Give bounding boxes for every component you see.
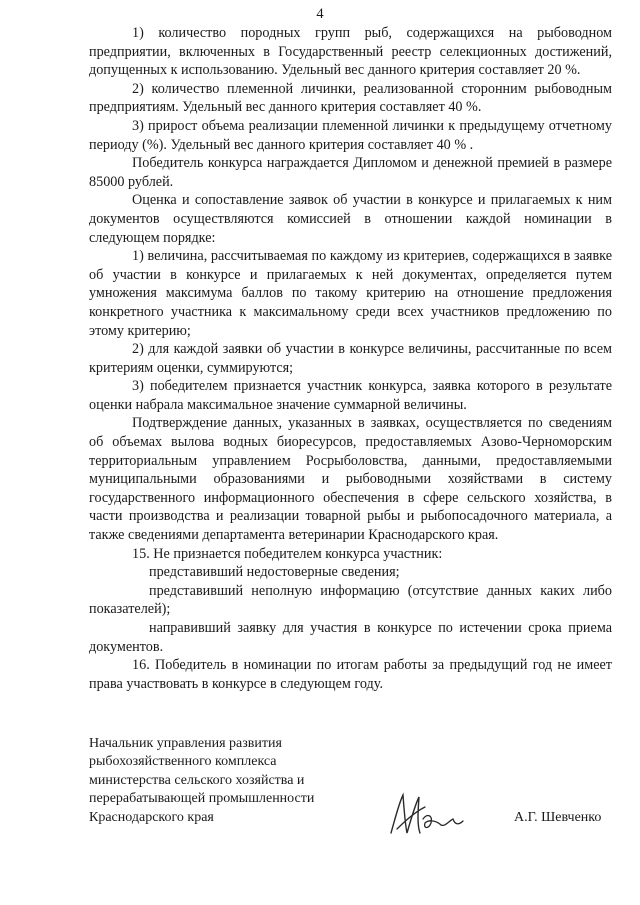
signatory-name: А.Г. Шевченко [514, 810, 602, 825]
signatory-position-line: Краснодарского края [89, 809, 214, 825]
handwritten-signature [387, 789, 465, 839]
prize-paragraph: Победитель конкурса награждается Дипломом и денежной премией в размере 85000 рублей. [89, 155, 612, 190]
clause-15-item-3: направивший заявку для участия в конкурсе по истечении срока приема документов. [89, 620, 612, 655]
signature-block [89, 735, 612, 827]
document-body [89, 24, 612, 693]
evaluation-step-1: 1) величина, рассчитываемая по каждому из критериев, содержащихся в заявке об участии в конкурсе и прилагаемых к ней документах, определяется путем умножения максимума баллов по такому критерию на отношение предложения конкретного участника к максимальному среди всех участников предложению по этому критерию; [89, 248, 612, 339]
page-number: 4 [316, 6, 324, 22]
clause-16-paragraph: 16. Победитель в номинации по итогам работы за предыдущий год не имеет права участвовать в конкурсе в следующем году. [89, 657, 612, 692]
clause-15-heading: 15. Не признается победителем конкурса участник: [132, 545, 443, 562]
clause-15-item-1: представивший недостоверные сведения; [149, 564, 400, 581]
evaluation-intro-paragraph: Оценка и сопоставление заявок об участии в конкурсе и прилагаемых к ним документов осуществляются комиссией в отношении каждой номинации в следующем порядке: [89, 192, 612, 246]
signatory-position-line: перерабатывающей промышленности [89, 791, 315, 807]
clause-15-item-2: представивший неполную информацию (отсутствие данных каких либо показателей); [89, 582, 612, 618]
signatory-position-line: рыбохозяйственного комплекса [89, 754, 277, 770]
signatory-position-line: министерства сельского хозяйства и [89, 772, 305, 788]
criterion-2-paragraph: 2) количество племенной личинки, реализованной сторонним рыбоводным предприятиям. Удельный вес данного критерия составляет 40 %. [89, 80, 612, 116]
evaluation-step-2: 2) для каждой заявки об участии в конкурсе величины, рассчитанные по всем критериям оценки, суммируются; [89, 341, 612, 376]
evaluation-step-3: 3) победителем признается участник конкурса, заявка которого в результате оценки набрала максимальное значение суммарной величины. [89, 378, 612, 413]
data-confirmation-paragraph: Подтверждение данных, указанных в заявках, осуществляется по сведениям об объемах вылова водных биоресурсов, предоставляемых Азово-Черноморским территориальным управлением Росрыболовства, данными, предоставляемыми муниципальными образованиями и рыбоводными хозяйствами в систему государственного информационного обеспечения в сфере сельского хозяйства, в части производства и реализации товарной рыбы и рыбопосадочного материала, а также сведениями департамента ветеринарии Краснодарского края. [89, 415, 612, 544]
criterion-3-paragraph: 3) прирост объема реализации племенной личинки к предыдущему отчетному периоду (%). Удельный вес данного критерия составляет 40 % . [89, 117, 612, 153]
signatory-position-line: Начальник управления развития [89, 736, 282, 751]
criterion-1-paragraph: 1) количество породных групп рыб, содержащихся на рыбоводном предприятии, включенных в Государственный реестр селекционных достижений, допущенных к использованию. Удельный вес данного критерия составляет 20 %. [89, 25, 612, 79]
